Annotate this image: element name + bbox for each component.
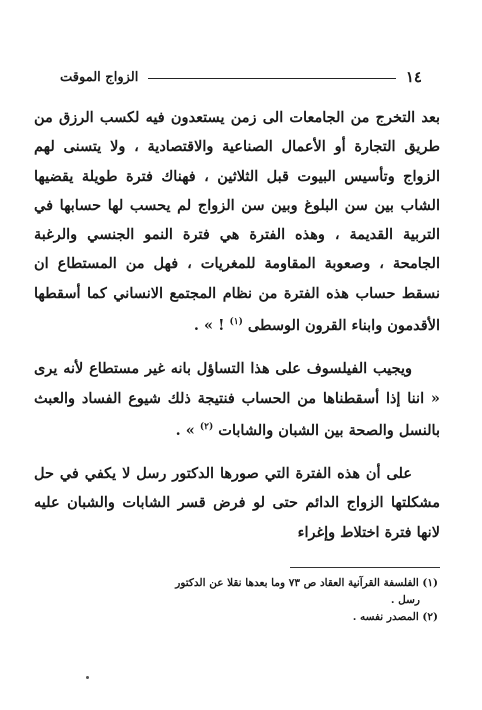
body-text: [34, 103, 440, 547]
paragraph-2: [34, 354, 440, 445]
print-speck: [86, 676, 89, 679]
page-header: [60, 66, 422, 88]
header-rule: [148, 78, 396, 79]
paragraph-1-text: بعد التخرج من الجامعات الى زمن يستعدون فيه لكسب الرزق من طريق التجارة أو الأعمال الصناعية والاقتصادية ، ولا يتسنى لهم الزواج وتأسيس البيوت قبل الثلاثين ، فهناك فترة طويلة يقضيها الشاب بين سن البلوغ وبين سن الزواج لم يحسب لها حسابها في التربية القديمة ، وهذه الفترة هي فترة النمو الجنسي والرغبة الجامحة ، وصعوبة المقاومة للمغريات ، فهل من المستطاع ان نسقط حساب هذه الفترة من نظام المجتمع الانساني كما أسقطها الأقدمون وابناء القرون الوسطى: [34, 109, 440, 334]
paragraph-1-tail: ! » .: [193, 316, 230, 334]
footnote-2: (٢) المصدر نفسه .: [352, 611, 438, 623]
footnote-ref-2: (٢): [199, 421, 214, 432]
footnotes: [44, 575, 438, 626]
footnote-1: (١) الفلسفة القرآنية العقاد ص ٧٣ وما بعدها نقلا عن الدكتور: [175, 577, 438, 589]
footnote-1-continuation: رسل .: [390, 594, 420, 606]
footnote-separator: [290, 567, 440, 568]
paragraph-2-tail: » .: [175, 421, 200, 439]
page-number: ١٤: [405, 68, 422, 86]
footnote-ref-1: (١): [229, 317, 243, 328]
paragraph-1: [34, 103, 440, 340]
paragraph-2-text: ويجيب الفيلسوف على هذا التساؤل بانه غير مستطاع لأنه يرى « اننا إذا أسقطناها من الحساب فنتيجة ذلك شيوع الفساد والعبث بالنسل والصحة بين الشبان والشابات: [34, 360, 440, 439]
running-title: الزواج الموقت: [60, 69, 139, 85]
paragraph-3: على أن هذه الفترة التي صورها الدكتور رسل لا يكفي في حل مشكلتها الزواج الدائم حتى لو فرض قسر الشابات والشبان عليه لانها فترة اختلاط وإغراء: [34, 464, 440, 541]
